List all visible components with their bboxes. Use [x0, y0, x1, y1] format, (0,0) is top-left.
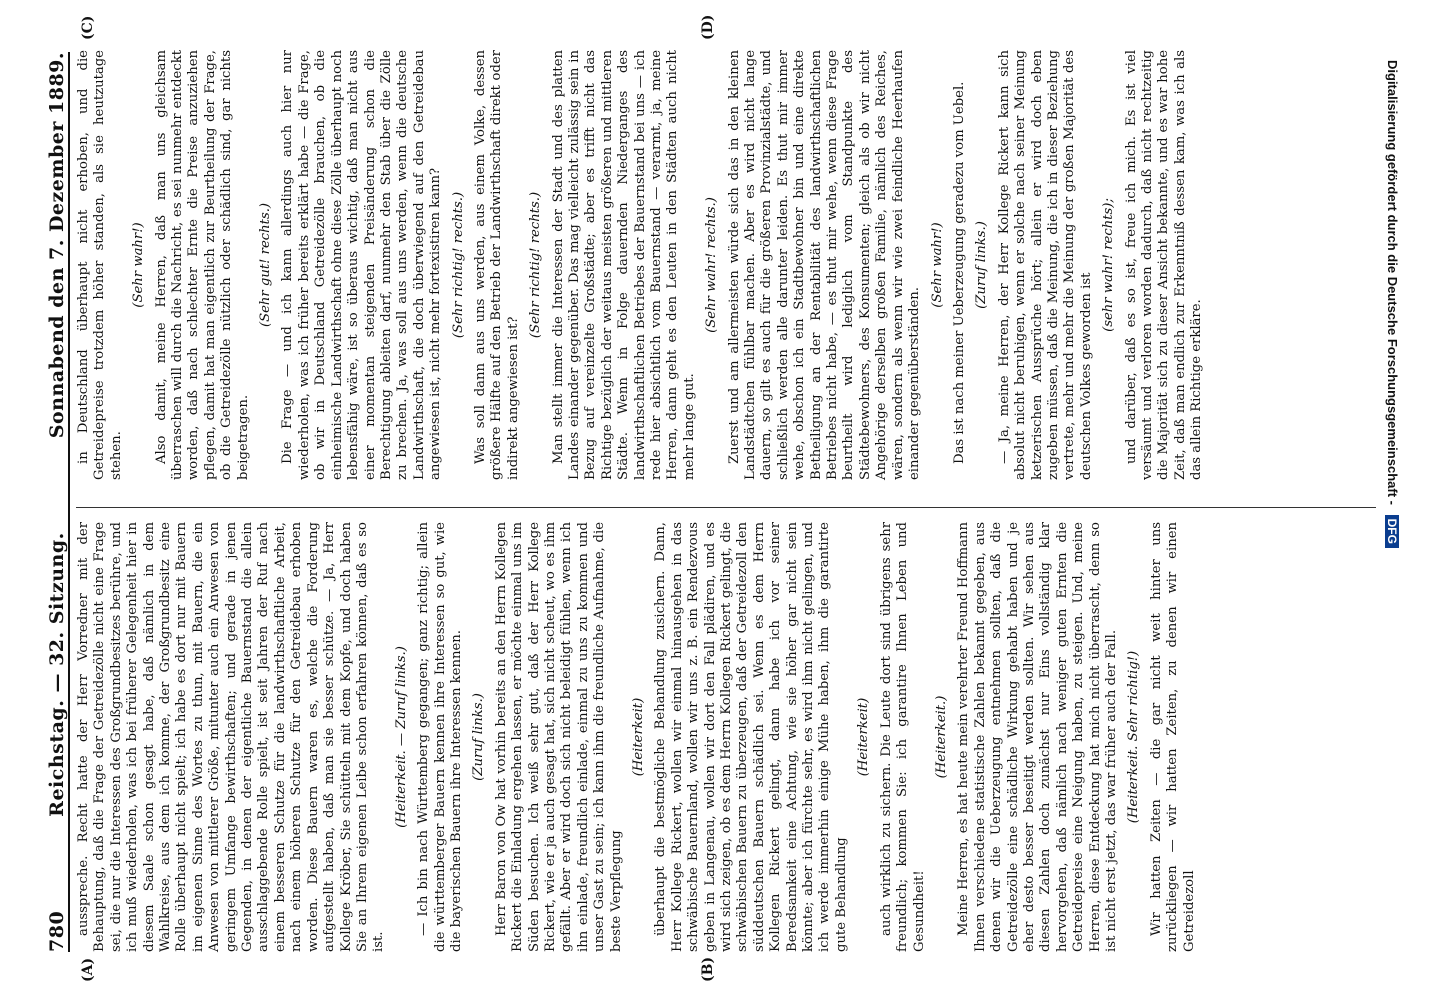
- interjection: (Sehr wahr!): [131, 222, 147, 308]
- dfg-logo: DFG: [1385, 515, 1399, 548]
- page-number: 780: [46, 910, 68, 952]
- session-title: Reichstag. — 32. Sitzung.: [46, 532, 68, 817]
- paragraph: Die Frage — und ich kann allerdings auch hier nur wiederholen, was ich früher bereits erklärt habe — die Frage, ob wir in Deutschland Getreidezölle brauchen, ob die einheimische Landwirthschaft ohne diese Zölle überhaupt noch lebensfähig wäre, ist so überaus wichtig, daß man nicht aus einer momentan steigenden Preisänderung schon die Berechtigung ableiten darf, nunmehr den Stab über die Zölle zu brechen. Ja, was soll aus uns werden, wenn die deutsche Landwirthschaft, die doch überwiegend auf den Getreidebau angewiesen ist, nicht mehr fortexistiren kann?: [280, 50, 444, 480]
- right-column: [76, 50, 1208, 480]
- left-column: [76, 522, 1200, 952]
- interjection: (Sehr richtig! rechts.): [450, 191, 466, 339]
- margin-label-d: (D): [700, 14, 716, 40]
- interjection: (Zuruf links.): [974, 221, 990, 309]
- interjection: (Heiterkeit): [631, 697, 646, 777]
- paragraph: überhaupt die bestmögliche Behandlung zusichern. Dann, Herr Kollege Rickert, wollen wir einmal hinausgehen in das schwäbische Bauernland, wollen wir uns z. B. ein Rendezvous geben in Langenau, wollen wir dort den Fall plädiren, und es wird sich zeigen, ob es dem Herrn Kollegen Rickert gelingt, die schwäbischen Bauern zu überzeugen, daß der Getreidezoll den süddeutschen Bauern schädlich sei. Wenn es dem Herrn Kollegen Rickert gelingt, dann habe ich vor seiner Beredsamkeit eine Achtung, wie sie höher gar nicht sein könnte; aber ich fürchte sehr, es wird ihm nicht gelingen, und ich werde immerhin einige Mühe haben, ihm die garantirte gute Behandlung: [653, 522, 849, 952]
- interjection: (Heiterkeit.): [933, 695, 949, 779]
- paragraph: ausspreche. Recht hatte der Herr Vorredner mit der Behauptung, daß die Frage der Getreidezölle nicht eine Frage sei, die nur die Interessen des Großgrundbesitzes berühre, und ich muß wiederholen, was ich bei früherer Gelegenheit hier in diesem Saale schon gesagt habe, daß nämlich in dem Wahlkreise, aus dem ich komme, der Großgrundbesitz eine Rolle überhaupt nicht spielt; ich habe es dort nur mit Bauern im eigenen Sinne des Wortes zu thun, mit Bauern, die ein Anwesen von mittlerer Größe, mitunter auch ein Anwesen von geringem Umfange bewirthschaften; und gerade in jenen Gegenden, in denen der eigentliche Bauernstand die allein ausschlaggebende Rolle spielt, ist seit Jahren der Ruf nach einem besseren Schutze für die landwirthschaftliche Arbeit, nach einem höheren Schutze für den Getreidebau erhoben worden. Diese Bauern waren es, welche die Forderung aufgestellt haben, daß man sie besser schütze. — Ja, Herr Kollege Kröber, Sie schütteln mit dem Kopfe, und doch haben Sie an Ihrem eigenen Leibe schon erfahren können, daß es so ist.: [76, 522, 387, 952]
- paragraph: — Ja, meine Herren, der Herr Kollege Rickert kann sich absolut nicht beruhigen, wenn er solche nach seiner Meinung ketzerischen Aussprüche hört; allein er wird doch eben zugeben müssen, daß die Meinung, die ich in dieser Beziehung vertrete, mehr und mehr die Meinung der großen Majorität des deutschen Volkes geworden ist: [996, 50, 1094, 480]
- session-date: Sonnabend den 7. Dezember 1889.: [46, 52, 68, 439]
- paragraph: Wir hatten Zeiten — die gar nicht weit hinter uns zurückliegen — wir hatten Zeiten, zu denen wir einen Getreidezoll: [1148, 522, 1197, 952]
- interjection: (sehr wahr! rechts);: [1101, 198, 1117, 332]
- margin-label-c: (C): [80, 15, 96, 40]
- column-divider: [76, 507, 1376, 508]
- interjection: (Heiterkeit. — Zuruf links.): [393, 646, 409, 828]
- paragraph: Also damit, meine Herren, daß man uns gleichsam überraschen will durch die Nachricht, es sei nunmehr entdeckt worden, daß nach schlechter Ernte die Preise anzuziehen pflegen, damit hat man eigentlich zur Beurtheilung der Frage, ob die Getreidezölle nützlich oder schädlich sind, gar nichts beigetragen.: [153, 50, 251, 480]
- margin-label-a: (A): [80, 957, 96, 982]
- paragraph: Herr Baron von Ow hat vorhin bereits an den Herrn Kollegen Rickert die Einladung ergehen lassen, er möchte einmal uns im Süden besuchen. Ich weiß sehr gut, daß der Herr Kollege Rickert, wie er ja auch gesagt hat, sich nicht scheut, wo es ihm gefällt. Aber er wird doch sich nicht beleidigt fühlen, wenn ich ihn einlade, freundlich einlade, einmal zu uns zu kommen und unser Gast zu sein; ich kann ihm die freundliche Aufnahme, die beste Verpflegung: [493, 522, 624, 952]
- page-header: [38, 52, 70, 952]
- paragraph: Meine Herren, es hat heute mein verehrter Freund Hoffmann Ihnen verschiedene statistische Zahlen bekannt gegeben, aus denen wir die Ueberzeugung entnehmen sollten, daß die Getreidezölle eine schädliche Wirkung gehabt haben und je eher desto besser beseitigt werden sollten. Wir sehen aus diesen Zahlen doch zunächst nur Eins vollständig klar hervorgehen, daß nämlich nach weniger guten Ernten die Getreidepreise eine Neigung haben, zu steigen. Und, meine Herren, diese Entdeckung hat mich nicht überrascht, denn so ist nicht erst jetzt, das war früher auch der Fall.: [956, 522, 1119, 952]
- interjection: (Zuruf links.): [471, 693, 487, 781]
- interjection: (Sehr richtig! rechts.): [528, 191, 544, 339]
- interjection: (Heiterkeit. Sehr richtig!): [1126, 650, 1142, 824]
- paragraph: — Ich bin nach Württemberg gegangen; ganz richtig; allein die württemberger Bauern kennen ihre Interessen so gut, wie die bayerischen Bauern ihre Interessen kennen.: [416, 522, 464, 952]
- paragraph: und darüber, daß es so ist, freue ich mich. Es ist viel versäumt und verloren worden dadurch, daß nicht rechtzeitig die Majorität sich zu dieser Ansicht bekannte, und es war hohe Zeit, daß man endlich zur Erkenntniß dessen kam, was ich als das allein Richtige erkläre.: [1123, 50, 1205, 480]
- margin-label-b: (B): [700, 956, 716, 982]
- paragraph: Man stellt immer die Interessen der Stadt und des platten Landes einander gegenüber. Das mag vielleicht zulässig sein in Bezug auf vereinzelte Großstädte; aber es trifft nicht das Richtige bezüglich der weitaus meisten größeren und mittleren Städte. Wenn in Folge dauernden Niederganges des landwirthschaftlichen Betriebes der Bauernstand bei uns — ich rede hier absichtlich vom Bauernstand — verarmt, ja, meine Herren, dann geht es den Leuten in den Städten auch nicht mehr lange gut.: [550, 50, 697, 480]
- interjection: (Heiterkeit): [856, 697, 872, 777]
- digitization-note: [1385, 60, 1400, 960]
- interjection: (Sehr wahr! rechts.): [704, 197, 720, 333]
- interjection: (Sehr gut! rechts.): [258, 202, 274, 328]
- interjection: (Sehr wahr!): [929, 222, 945, 308]
- digitization-text: Digitalisierung gefördert durch die Deutsche Forschungsgemeinschaft -: [1385, 60, 1400, 505]
- paragraph: Das ist nach meiner Ueberzeugung geradezu vom Uebel.: [951, 81, 967, 464]
- paragraph: Was soll dann aus uns werden, aus einem Volke, dessen größere Hälfte auf den Betrieb der Landwirthschaft direkt oder indirekt angewiesen ist?: [472, 50, 521, 480]
- paragraph: in Deutschland überhaupt nicht erhoben, und die Getreidepreise trotzdem höher standen, als sie heutzutage stehen.: [76, 50, 124, 480]
- paragraph: Zuerst und am allermeisten würde sich das in den kleinen Landstädtchen fühlbar machen. Aber es wird nicht lange dauern, so gilt es auch für die größeren Provinzialstädte, und schließlich werden alle darunter leiden. Es thut mir immer wehe, obschon ich ein Stadtbewohner bin und eine direkte Betheiligung an der Rentabilität des landwirthschaftlichen Betriebes nicht habe, — es thut mir wehe, wenn diese Frage beurtheilt wird lediglich vom Standpunkte des Städtebewohners, des Konsumenten; gleich als ob wir nicht Angehörige derselben großen Familie, nämlich des Reiches, wären, sondern als wenn wir wie zwei feindliche Heerhaufen einander gegenüberständen.: [726, 50, 923, 480]
- paragraph: auch wirklich zu sichern. Die Leute dort sind übrigens sehr freundlich; kommen Sie: ich garantire Ihnen Leben und Gesundheit!: [878, 522, 927, 952]
